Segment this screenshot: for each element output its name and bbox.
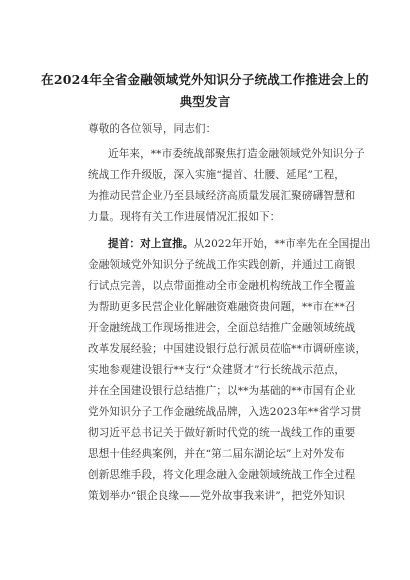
body-line: 并在全国建设银行总结推广；以**为基础的**市国有企业 [88,385,356,397]
section1-heading: 提首：对上宣推。 [108,238,194,250]
section1-first-line-text: 从2022年开始，**市率先在全国提出 [193,238,371,250]
body-line: 策划举办“银企良缘——党外故事我来讲”，把党外知识 [88,490,345,502]
body-line: 为帮助更多民营企业化解融资难融资贵问题，**市在**召 [88,301,356,313]
body-line: 开金融统战工作现场推进会，全面总结推广金融领域统战 [88,322,356,334]
document-title-line-2: 典型发言 [179,94,231,109]
intro-line: 力量。现将有关工作进展情况汇报如下： [88,211,281,223]
intro-line: 为推动民营企业乃至县域经济高质量发展汇聚磅礴智慧和 [88,190,356,202]
intro-line: 近年来，**市委统战部聚焦打造金融领域党外知识分子 [108,148,365,160]
section1-first-line [108,237,378,251]
body-line: 彻习近平总书记关于做好新时代党的统一战线工作的重要 [88,427,356,439]
body-line: 党外知识分子工作金融统战品牌，入选2023年**省学习贯 [88,406,362,418]
body-line: 思想十佳经典案例，并在“第二届东湖论坛”上对外发布 [88,448,345,460]
body-line: 改革发展经验；中国建设银行总行派员莅临**市调研座谈， [88,343,367,355]
document-title-line-1: 在2024年全省金融领域党外知识分子统战工作推进会上的 [41,72,369,87]
salutation: 尊敬的各位领导，同志们： [88,123,217,135]
intro-line: 统战工作升级版，深入实施“提首、壮腰、延尾”工程， [88,169,345,181]
body-line: 创新思维手段，将文化理念融入金融领域统战工作全过程 [88,469,356,481]
body-line: 金融领域党外知识分子统战工作实践创新，并通过工商银 [88,259,356,271]
body-line: 实地参观建设银行**支行“众建贤才”行长统战示范点， [88,364,346,376]
body-line: 行试点完善，以点带面推动全市金融机构统战工作全覆盖 [88,280,356,292]
